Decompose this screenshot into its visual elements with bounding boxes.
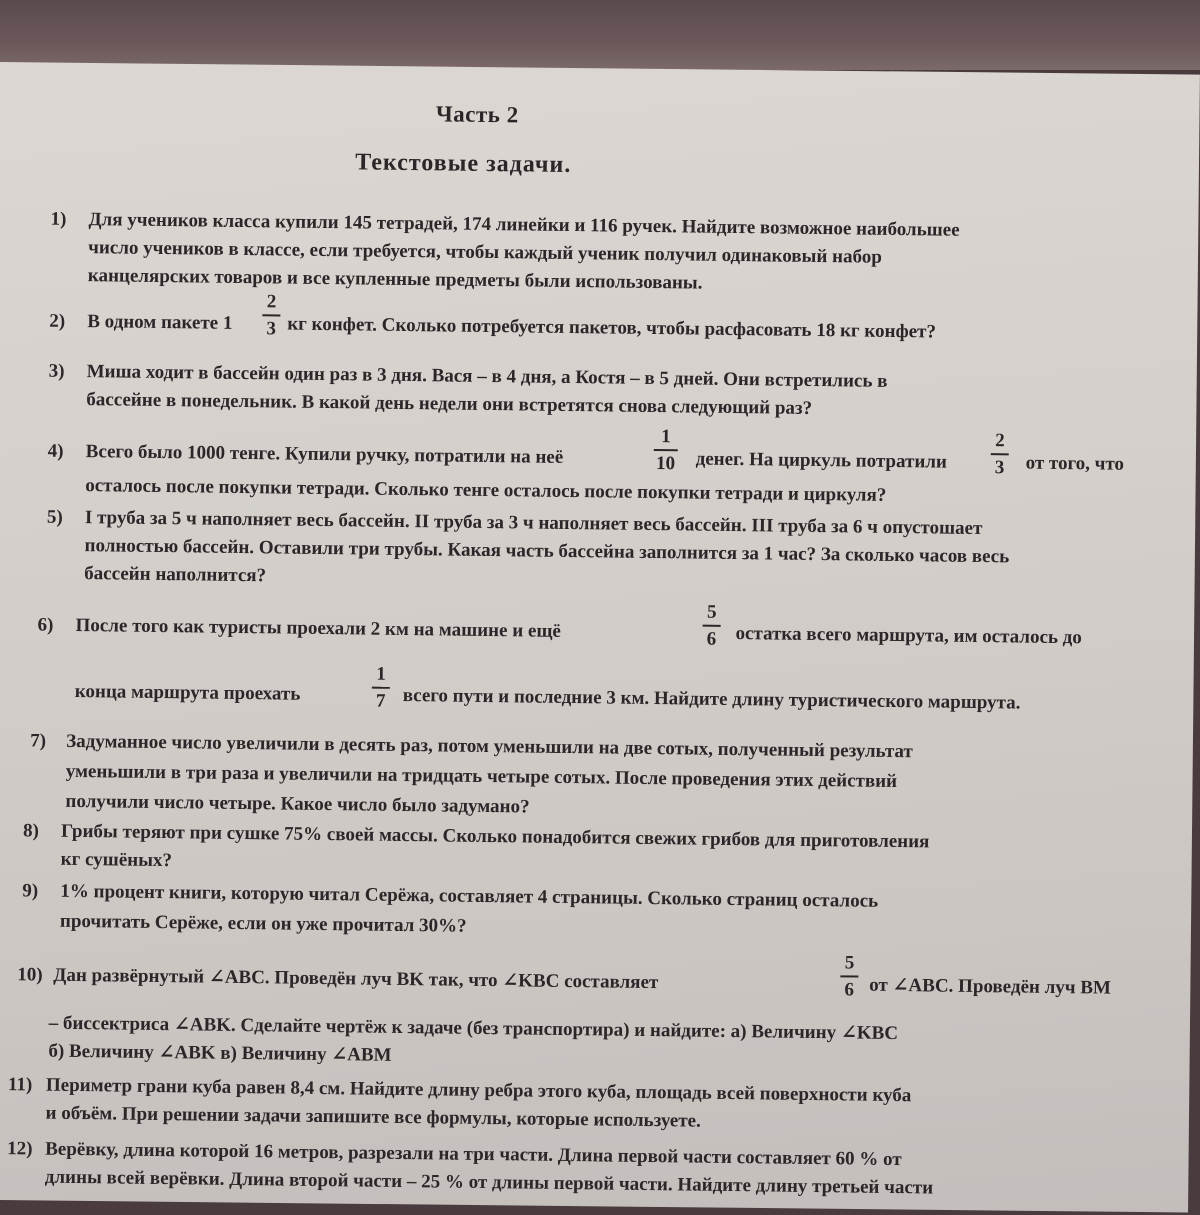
problem-4-line: осталось после покупки тетради. Сколько тенге осталось после покупки тетради и циркуля? xyxy=(85,475,887,506)
problem-9-line: 1% процент книги, которую читал Серёжа, составляет 4 страницы. Сколько страниц осталось xyxy=(60,880,879,912)
part-heading: Часть 2 xyxy=(435,101,519,128)
problem-4-fraction xyxy=(987,430,1012,478)
problem-1-number: 1) xyxy=(50,208,67,230)
problem-3-line: Миша ходит в бассейн один раз в 3 дня. Вася – в 4 дня, а Костя – в 5 дней. Они встретились в xyxy=(86,361,888,392)
fraction-numerator: 2 xyxy=(266,291,277,313)
problem-7-line: получили число четыре. Какое число было задумано? xyxy=(65,790,530,818)
fraction-bar xyxy=(372,687,390,689)
fraction-numerator: 1 xyxy=(376,663,386,685)
problem-1-line: Для учеников класса купили 145 тетрадей, 174 линейки и 116 ручек. Найдите возможное наибольшее xyxy=(88,209,960,241)
problem-2-fraction xyxy=(259,291,284,339)
problem-12-line: длины всей верёвки. Длина второй части – 25 % от длины первой части. Найдите длину третьей части xyxy=(44,1166,934,1199)
problem-5-line: бассейн наполнится? xyxy=(84,563,267,587)
problem-7-line: уменьшили в три раза и увеличили на тридцать четыре сотых. После проведения этих действий xyxy=(65,760,898,793)
problem-9-line: прочитать Серёже, если он уже прочитал 30%? xyxy=(59,910,467,937)
problem-8-number: 8) xyxy=(22,820,40,842)
fraction-denominator: 10 xyxy=(655,452,676,474)
problem-11-line: Периметр грани куба равен 8,4 см. Найдите длину ребра этого куба, площадь всей поверхности куба xyxy=(45,1074,912,1107)
problem-4-number: 4) xyxy=(47,440,64,462)
problem-10-line: – биссектриса ∠ABK. Сделайте чертёж к задаче (без транспортира) и найдите: а) Величину ∠KBC xyxy=(48,1012,899,1045)
problem-10-fraction xyxy=(837,952,862,1000)
problem-12-line: Верёвку, длина которой 16 метров, разрезали на три части. Длина первой части составляет 60 % от xyxy=(45,1138,902,1171)
problem-10-number: 10) xyxy=(17,964,43,986)
problem-6-fraction xyxy=(369,664,394,712)
problem-4-fraction xyxy=(650,426,681,474)
problem-7-line: Задуманное число увеличили в десять раз, потом уменьшили на две сотых, полученный результат xyxy=(66,730,913,763)
problem-5-line: I труба за 5 ч наполняет весь бассейн. II труба за 3 ч наполняет весь бассейн. III труба за 6 ч опустошает xyxy=(84,507,983,540)
problem-2-text: кг конфет. Сколько потребуется пакетов, чтобы расфасовать 18 кг конфет? xyxy=(287,313,937,343)
problem-6-text: конца маршрута проехать xyxy=(74,680,301,705)
problem-5-line: полностью бассейн. Оставили три трубы. Какая часть бассейна заполнится за 1 час? За сколько часов весь xyxy=(84,535,1010,568)
problem-6-number: 6) xyxy=(37,614,54,636)
fraction-denominator: 6 xyxy=(706,628,717,650)
fraction-numerator: 2 xyxy=(995,430,1005,452)
problem-2-text: В одном пакете 1 xyxy=(87,311,233,334)
problem-1-line: канцелярских товаров и все купленные предметы были использованы. xyxy=(87,265,703,294)
problem-10-text: Дан развёрнутый ∠ABC. Проведён луч BK так, что ∠KBC составляет xyxy=(53,964,659,994)
problem-6-text: После того как туристы проехали 2 км на машине и ещё xyxy=(75,614,561,642)
problem-3-number: 3) xyxy=(48,360,65,382)
fraction-numerator: 5 xyxy=(706,601,717,623)
fraction-bar xyxy=(840,975,858,977)
fraction-numerator: 5 xyxy=(844,952,855,974)
problem-2-number: 2) xyxy=(49,310,66,332)
problem-4-text: Всего было 1000 тенге. Купили ручку, потратили на неё xyxy=(85,441,564,468)
problem-8-line: кг сушёных? xyxy=(60,848,173,872)
fraction-bar xyxy=(654,449,678,451)
fraction-bar xyxy=(703,625,721,627)
problem-11-line: и объём. При решении задачи запишите все формулы, которые используете. xyxy=(45,1102,701,1132)
problem-12-number: 12) xyxy=(7,1138,33,1160)
problem-6-text: всего пути и последние 3 км. Найдите длину туристического маршрута. xyxy=(402,684,1021,714)
problem-9-number: 9) xyxy=(22,880,39,902)
problem-6-text: остатка всего маршрута, им осталось до xyxy=(735,623,1082,649)
problem-6-fraction xyxy=(699,602,724,650)
problem-10-line: б) Величину ∠ABK в) Величину ∠ABM xyxy=(48,1040,392,1066)
fraction-denominator: 6 xyxy=(844,978,855,1000)
problem-1-line: число учеников в классе, если требуется, чтобы каждый ученик получил одинаковый набор xyxy=(88,237,883,268)
problem-3-line: бассейне в понедельник. В какой день недели они встретятся снова следующий раз? xyxy=(86,389,813,419)
problem-11-number: 11) xyxy=(7,1074,33,1096)
fraction-bar xyxy=(262,314,280,316)
problem-4-text: от того, что xyxy=(1025,452,1125,475)
fraction-numerator: 1 xyxy=(661,426,671,448)
problem-7-number: 7) xyxy=(30,730,47,752)
fraction-bar xyxy=(991,453,1009,455)
problem-5-number: 5) xyxy=(46,506,63,528)
problem-4-text: денег. На циркуль потратили xyxy=(695,448,948,473)
problem-10-text: от ∠ABC. Проведён луч BM xyxy=(869,974,1112,999)
fraction-denominator: 7 xyxy=(375,690,386,712)
section-title: Текстовые задачи. xyxy=(355,149,572,178)
fraction-denominator: 3 xyxy=(266,317,277,339)
fraction-denominator: 3 xyxy=(994,456,1005,478)
problem-8-line: Грибы теряют при сушке 75% своей массы. Сколько понадобится свежих грибов для приготовления xyxy=(60,820,930,853)
